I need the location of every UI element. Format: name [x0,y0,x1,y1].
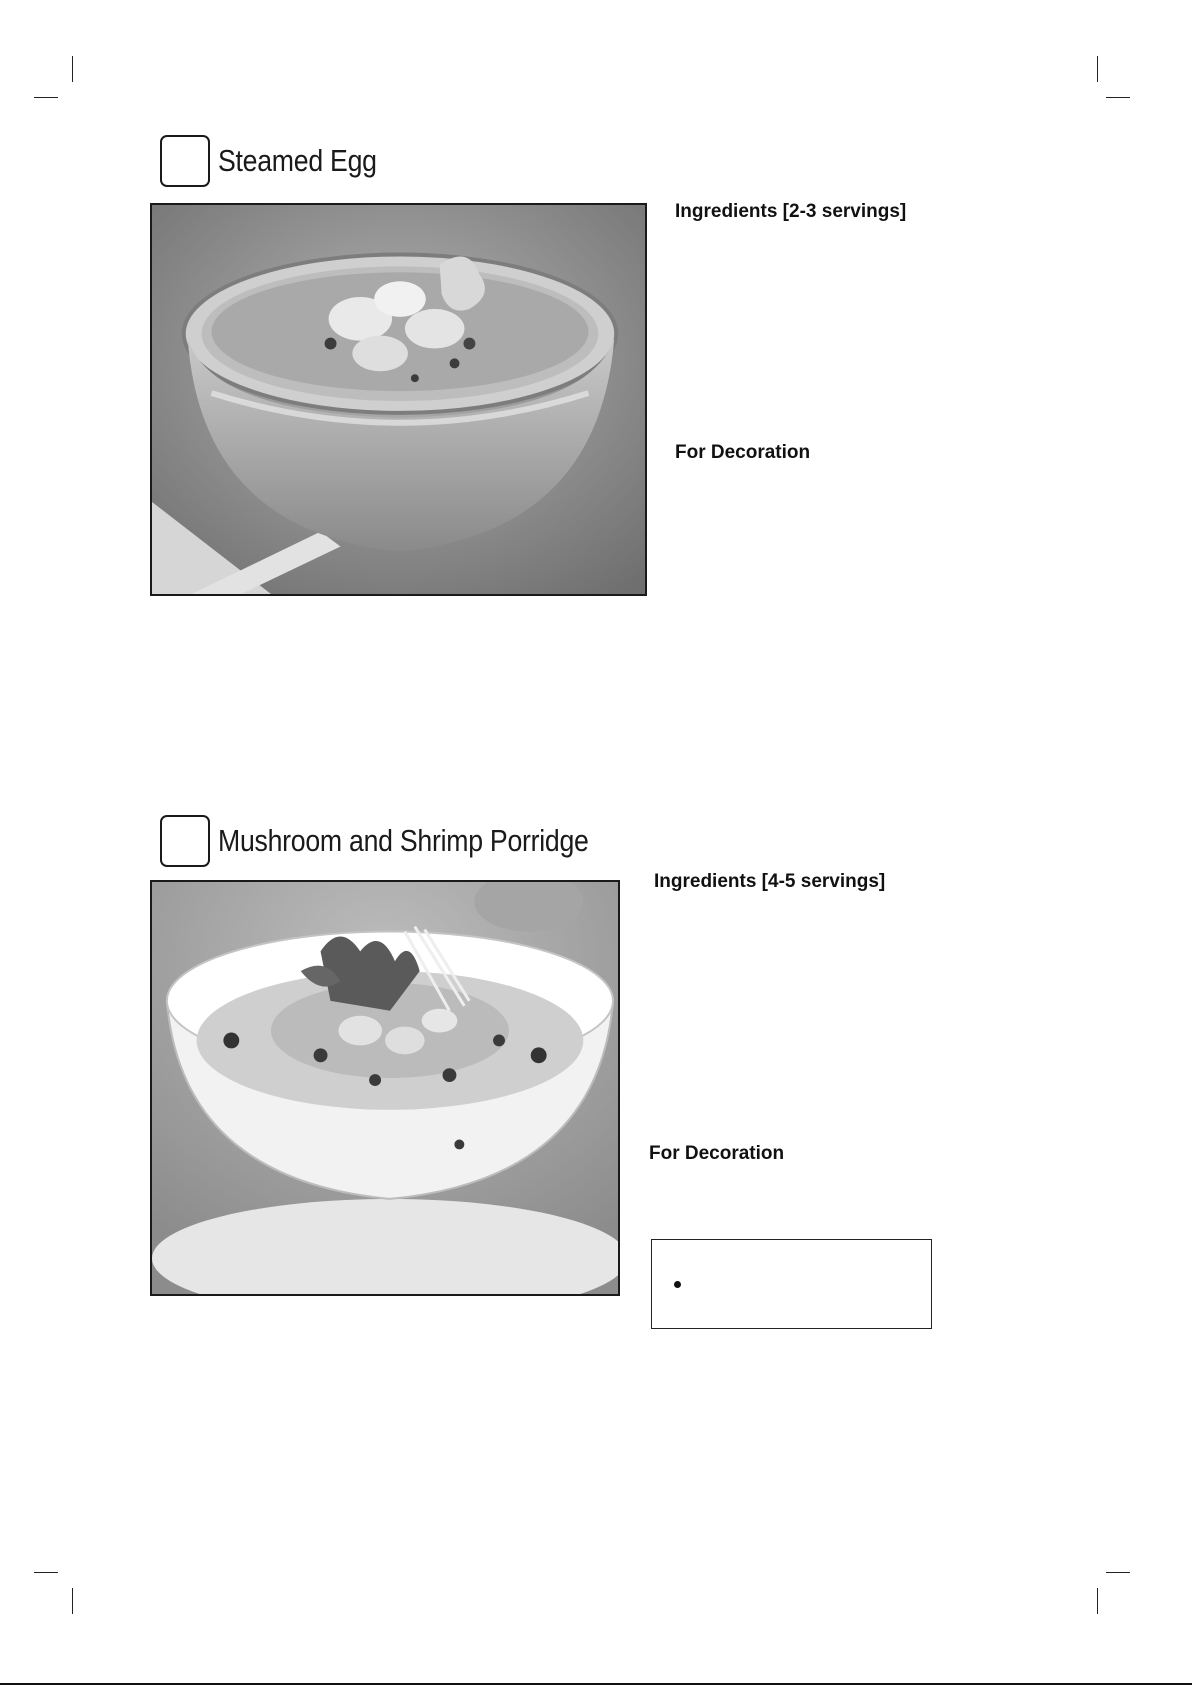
crop-mark [72,1588,73,1614]
crop-mark [1097,1588,1098,1614]
recipe-title: Mushroom and Shrimp Porridge [218,823,589,858]
crop-mark [1097,56,1098,82]
bullet-icon [674,1281,681,1288]
recipe-number-box [160,135,210,187]
crop-mark [72,56,73,82]
recipe-title: Steamed Egg [218,143,377,178]
crop-mark [1106,1572,1130,1573]
crop-mark [34,97,58,98]
recipe-header-mushroom-shrimp-porridge [160,815,649,867]
decoration-heading: For Decoration [649,1143,785,1164]
note-box [651,1239,932,1329]
porridge-illustration [152,882,618,1294]
recipe-number-box [160,815,210,867]
ingredients-heading: Ingredients [2-3 servings] [675,201,907,222]
steamed-egg-illustration [152,205,645,594]
ingredients-heading: Ingredients [4-5 servings] [654,871,886,892]
crop-mark [1106,97,1130,98]
decoration-heading: For Decoration [675,442,811,463]
recipe-header-steamed-egg [160,135,403,187]
steamed-egg-photo [150,203,647,596]
mushroom-shrimp-porridge-photo [150,880,620,1296]
crop-mark [34,1572,58,1573]
